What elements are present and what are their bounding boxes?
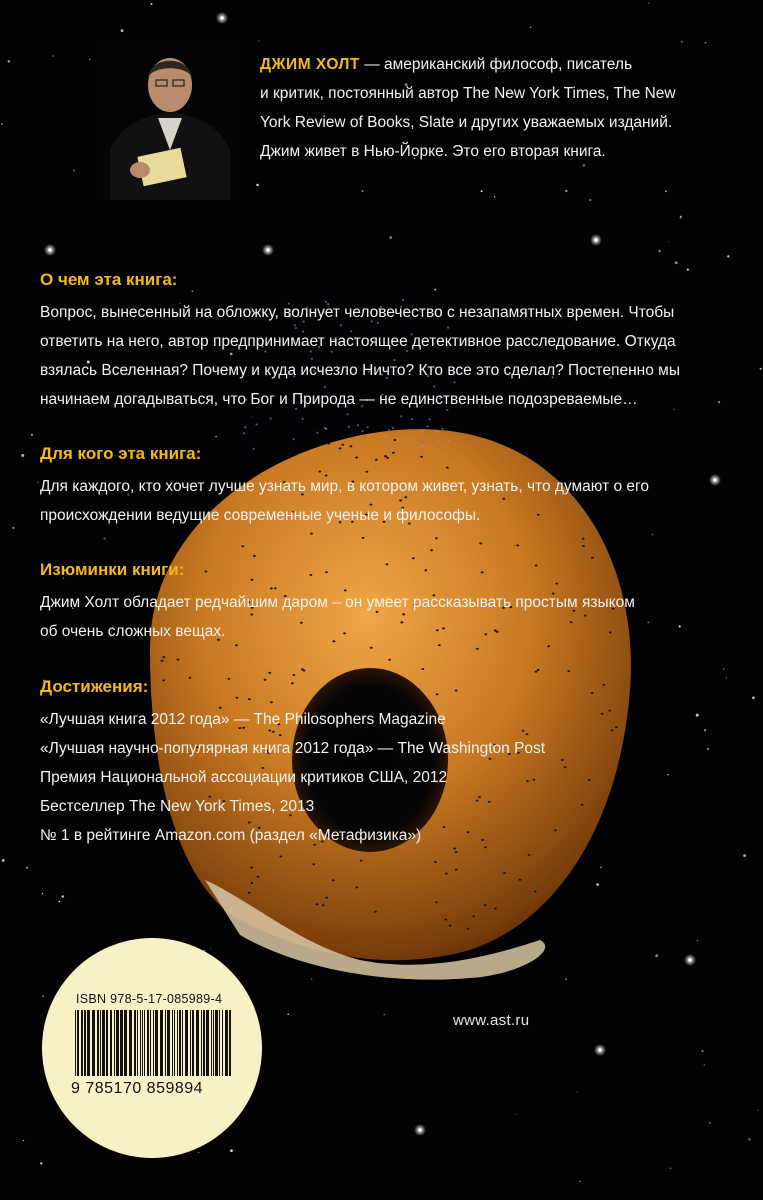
section-awards bbox=[40, 675, 720, 850]
award-item: «Лучшая книга 2012 года» — The Philosophers Magazine bbox=[40, 711, 446, 728]
bio-line-4: Джим живет в Нью-Йорке. Это его вторая книга. bbox=[260, 143, 606, 160]
author-name: ДЖИМ ХОЛТ bbox=[260, 56, 360, 73]
award-item: Премия Национальной ассоциации критиков США, 2012 bbox=[40, 769, 448, 786]
section-highlights bbox=[40, 558, 720, 646]
section-text-line: Вопрос, вынесенный на обложку, волнует человечество с незапамятных времен. Чтобы bbox=[40, 304, 675, 321]
barcode bbox=[73, 1010, 233, 1076]
section-text-line: Джим Холт обладает редчайшим даром – он умеет рассказывать простым языком bbox=[40, 594, 635, 611]
award-item: Бестселлер The New York Times, 2013 bbox=[40, 798, 315, 815]
section-text-line: начинаем догадываться, что Бог и Природа — не единственные подозреваемые… bbox=[40, 391, 638, 408]
author-bio bbox=[260, 50, 720, 166]
section-text-line: об очень сложных вещах. bbox=[40, 623, 226, 640]
section-heading: Изюминки книги: bbox=[40, 560, 185, 579]
section-text-line: взялась Вселенная? Почему и куда исчезло Ничто? Кто все это сделал? Постепенно мы bbox=[40, 362, 680, 379]
barcode-digits: 9 785170 859894 bbox=[71, 1080, 204, 1097]
isbn-label: ISBN 978-5-17-085989-4 bbox=[76, 992, 223, 1006]
bio-line-3: York Review of Books, Slate и других уважаемых изданий. bbox=[260, 114, 673, 131]
section-heading: Достижения: bbox=[40, 677, 149, 696]
section-for-whom bbox=[40, 442, 720, 530]
award-item: «Лучшая научно-популярная книга 2012 года» — The Washington Post bbox=[40, 740, 546, 757]
award-item: № 1 в рейтинге Amazon.com (раздел «Метафизика») bbox=[40, 827, 422, 844]
bio-line-1: ДЖИМ ХОЛТ — американский философ, писатель bbox=[260, 56, 633, 73]
section-about-book bbox=[40, 268, 720, 414]
section-text-line: Для каждого, кто хочет лучше узнать мир, в котором живет, узнать, что думают о его bbox=[40, 478, 649, 495]
publisher-website: www.ast.ru bbox=[453, 1012, 530, 1029]
bio-line-2: и критик, постоянный автор The New York Times, The New bbox=[260, 85, 676, 102]
section-heading: О чем эта книга: bbox=[40, 270, 178, 289]
section-text-line: ответить на него, автор предпринимает настоящее детективное расследование. Откуда bbox=[40, 333, 676, 350]
section-text-line: происхождении ведущие современные ученые и философы. bbox=[40, 507, 481, 524]
section-heading: Для кого эта книга: bbox=[40, 444, 202, 463]
